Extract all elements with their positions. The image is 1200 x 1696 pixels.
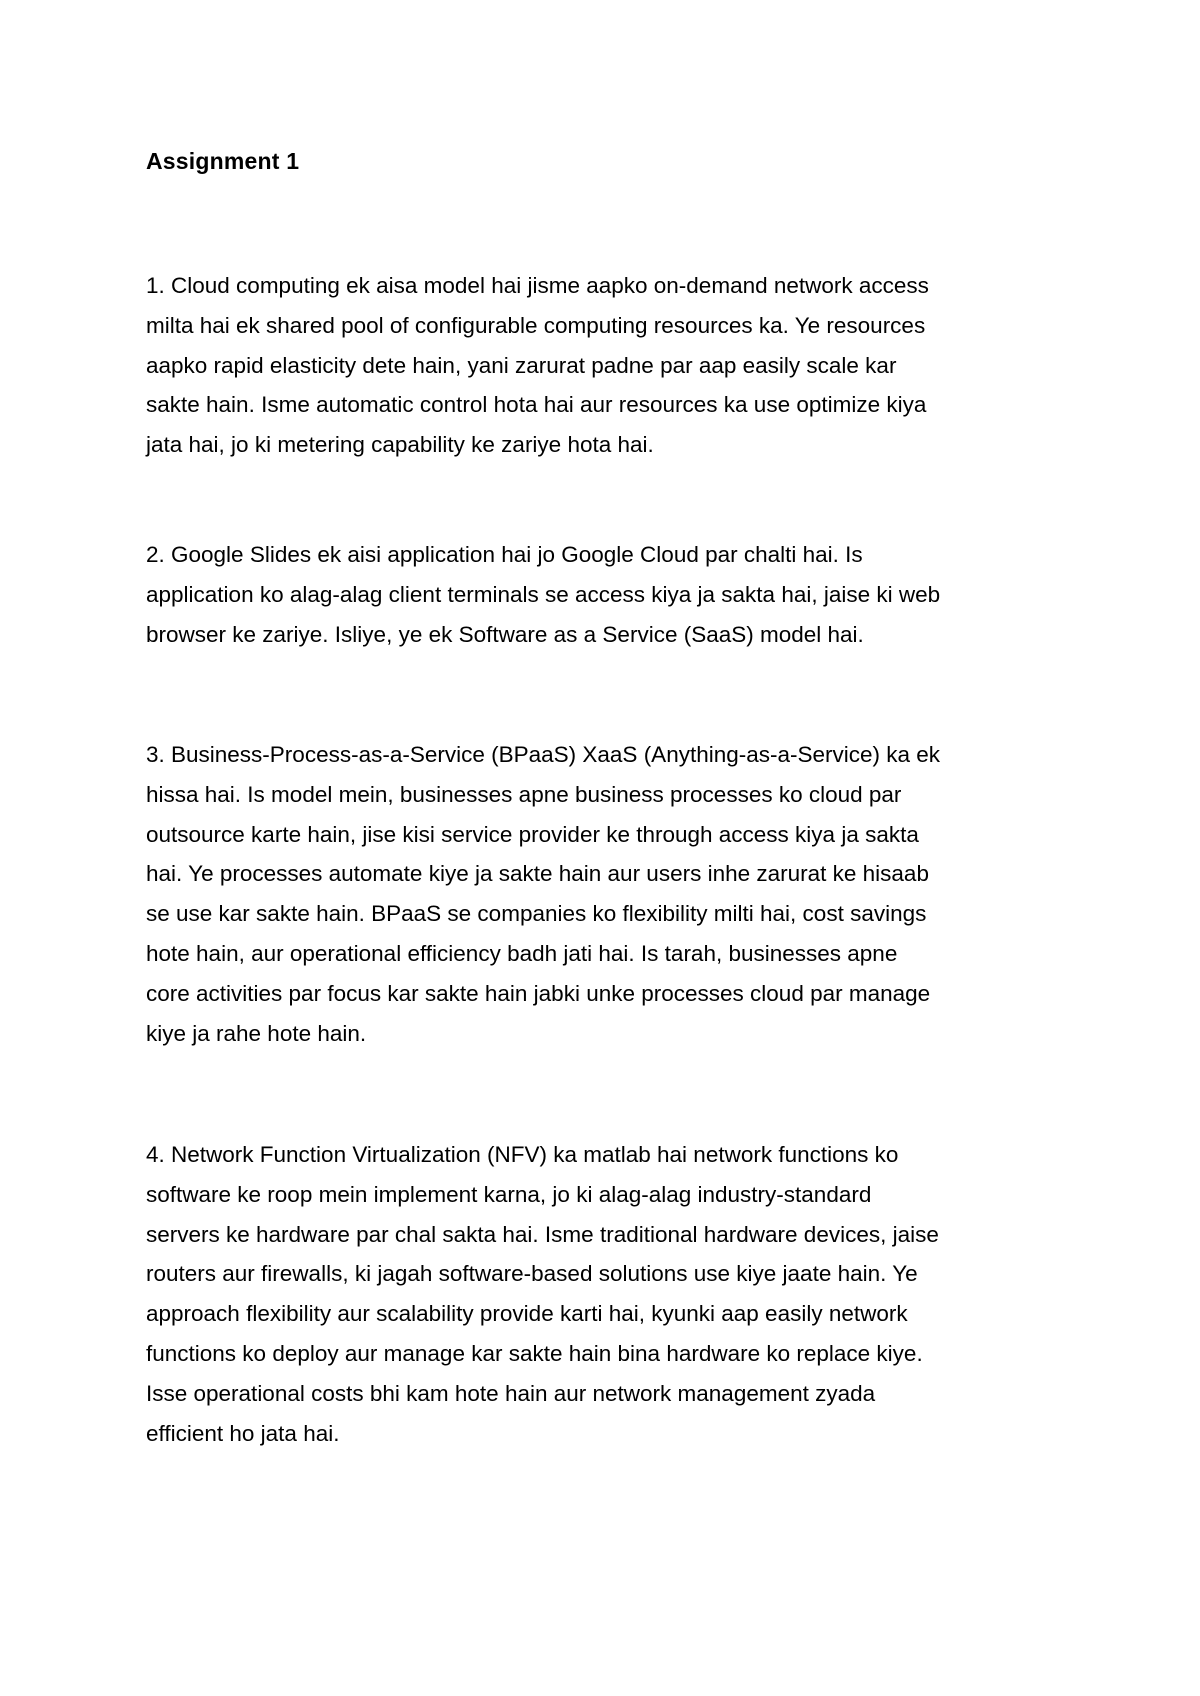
paragraph-line: Isse operational costs bhi kam hote hain aur network management zyada — [146, 1380, 876, 1406]
paragraph-line: application ko alag-alag client terminals se access kiya ja sakta hai, jaise ki web — [146, 581, 941, 607]
paragraph-line: routers aur firewalls, ki jagah software-based solutions use kiye jaate hain. Ye — [146, 1261, 918, 1287]
paragraph-line: 3. Business-Process-as-a-Service (BPaaS) XaaS (Anything-as-a-Service) ka ek — [146, 742, 941, 767]
paragraph-line: functions ko deploy aur manage kar sakte hain bina hardware ko replace kiye. — [146, 1340, 923, 1366]
paragraph-line: 1. Cloud computing ek aisa model hai jisme aapko on-demand network access — [146, 273, 929, 298]
paragraph-line: efficient ho jata hai. — [146, 1420, 340, 1446]
paragraph-line: hote hain, aur operational efficiency badh jati hai. Is tarah, businesses apne — [146, 940, 898, 966]
paragraph-line: approach flexibility aur scalability provide karti hai, kyunki aap easily network — [146, 1301, 908, 1327]
paragraph-line: se use kar sakte hain. BPaaS se companies ko flexibility milti hai, cost savings — [146, 901, 927, 927]
paragraph-line: hissa hai. Is model mein, businesses apne business processes ko cloud par — [146, 781, 902, 807]
paragraph-line: outsource karte hain, jise kisi service provider ke through access kiya ja sakta — [146, 821, 919, 847]
paragraph-line: 4. Network Function Virtualization (NFV) ka matlab hai network functions ko — [146, 1142, 899, 1167]
paragraph-line: aapko rapid elasticity dete hain, yani zarurat padne par aap easily scale kar — [146, 352, 897, 378]
paragraph-line: servers ke hardware par chal sakta hai. Isme traditional hardware devices, jaise — [146, 1221, 939, 1247]
answer-paragraph-4 — [146, 1135, 1076, 1453]
paragraph-line: browser ke zariye. Isliye, ye ek Software as a Service (SaaS) model hai. — [146, 621, 864, 647]
paragraph-line: 2. Google Slides ek aisi application hai jo Google Cloud par chalti hai. Is — [146, 542, 863, 567]
paragraph-line: kiye ja rahe hote hain. — [146, 1020, 367, 1046]
document-title: Assignment 1 — [146, 148, 300, 174]
paragraph-line: hai. Ye processes automate kiye ja sakte hain aur users inhe zarurat ke hisaab — [146, 861, 929, 887]
paragraph-line: milta hai ek shared pool of configurable computing resources ka. Ye resources — [146, 312, 926, 338]
paragraph-line: jata hai, jo ki metering capability ke zariye hota hai. — [146, 432, 654, 458]
answer-paragraph-1 — [146, 266, 1076, 465]
answer-paragraph-2 — [146, 535, 1076, 654]
paragraph-line: core activities par focus kar sakte hain jabki unke processes cloud par manage — [146, 980, 931, 1006]
paragraph-line: sakte hain. Isme automatic control hota hai aur resources ka use optimize kiya — [146, 392, 927, 418]
answer-paragraph-3 — [146, 735, 1076, 1053]
paragraph-line: software ke roop mein implement karna, jo ki alag-alag industry-standard — [146, 1181, 872, 1207]
